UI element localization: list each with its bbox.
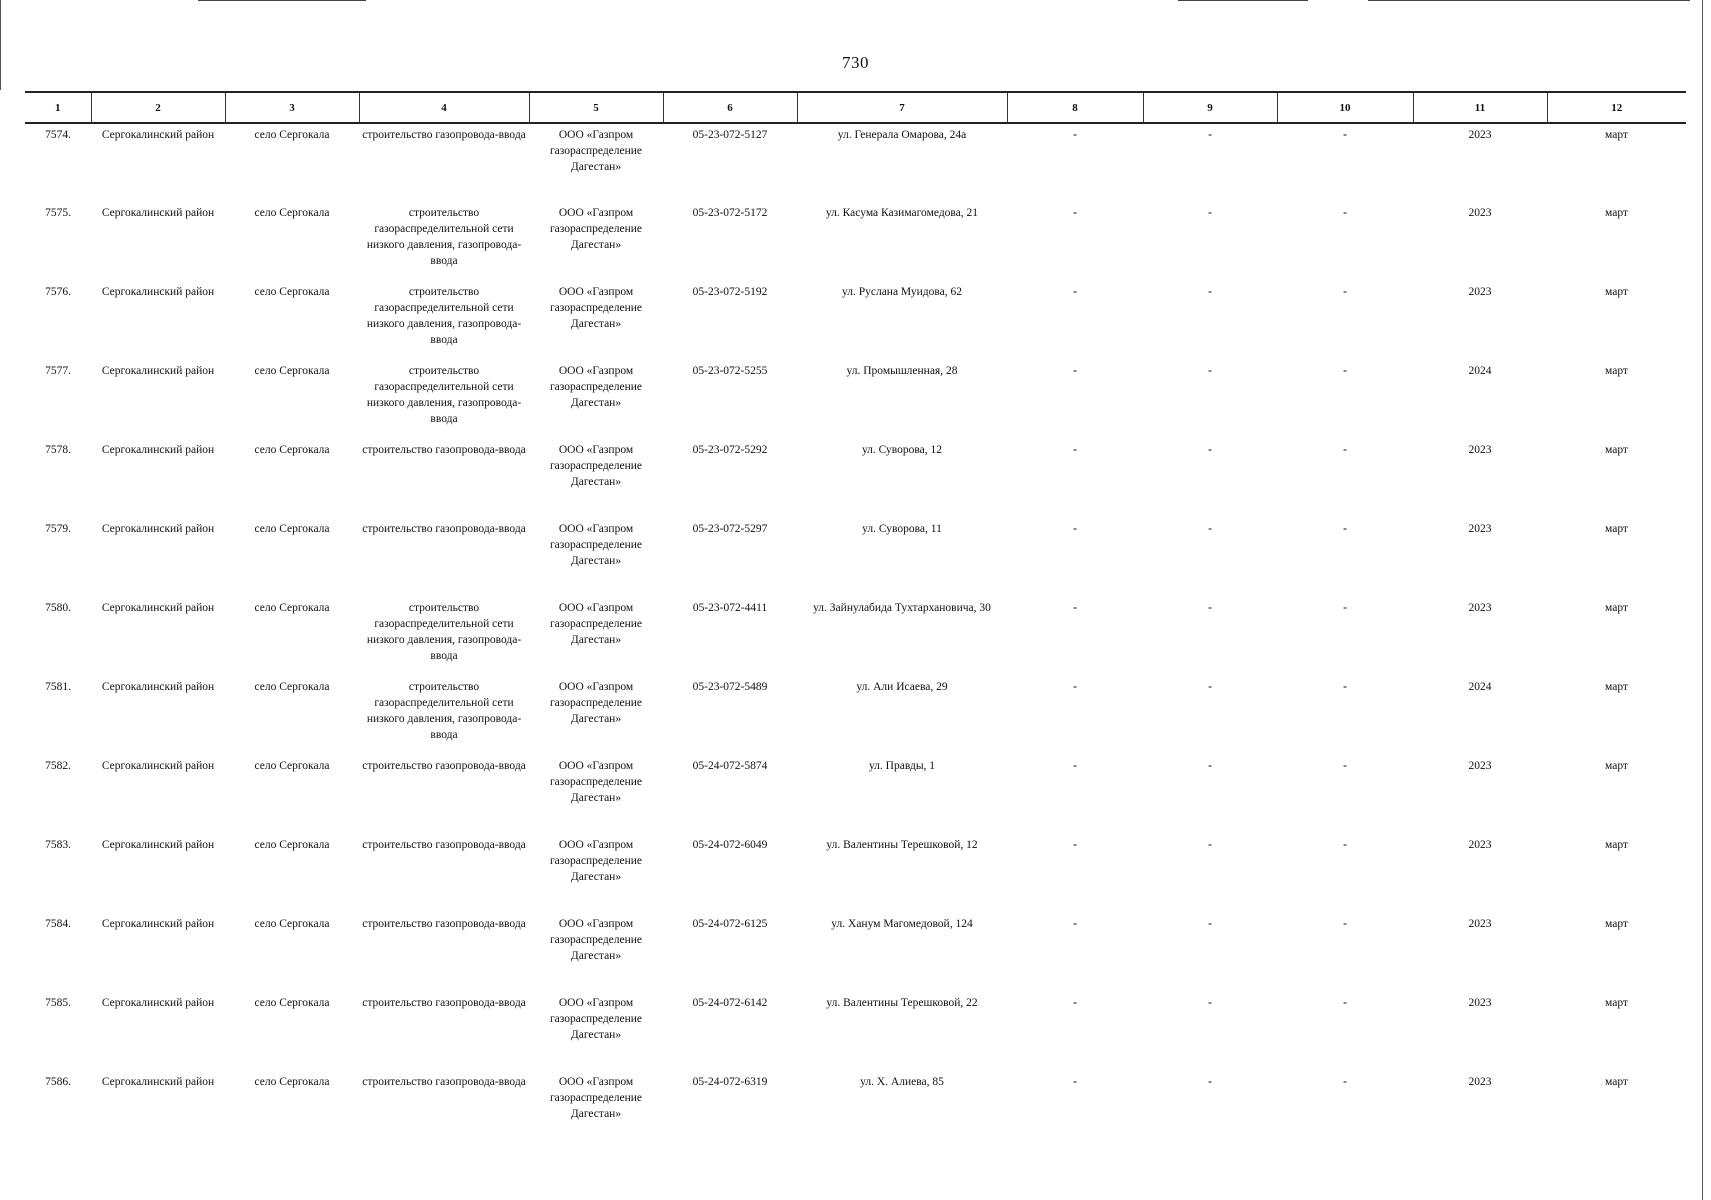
col9-cell: - xyxy=(1208,286,1212,298)
column-header-12: 12 xyxy=(1547,92,1686,123)
address-cell: ул. Валентины Терешковой, 12 xyxy=(826,839,978,851)
locality-cell: село Сергокала xyxy=(254,681,330,693)
table-row xyxy=(25,834,1686,913)
organization-cell: ООО «Газпром газораспределение Дагестан» xyxy=(549,839,643,883)
year-cell: 2023 xyxy=(1468,760,1492,772)
locality-cell: село Сергокала xyxy=(254,365,330,377)
locality-cell: село Сергокала xyxy=(254,1076,330,1088)
col10-cell: - xyxy=(1343,839,1347,851)
col10-cell: - xyxy=(1343,444,1347,456)
col10-cell: - xyxy=(1343,365,1347,377)
col9-cell: - xyxy=(1208,681,1212,693)
locality-cell: село Сергокала xyxy=(254,602,330,614)
work-type-cell: строительство газораспределительной сети низкого давления, газопровода-ввода xyxy=(366,365,522,425)
table-row xyxy=(25,992,1686,1071)
column-header-8: 8 xyxy=(1007,92,1143,123)
month-cell: март xyxy=(1605,207,1628,219)
organization-cell: ООО «Газпром газораспределение Дагестан» xyxy=(549,365,643,409)
organization-cell: ООО «Газпром газораспределение Дагестан» xyxy=(549,1076,643,1120)
code-cell: 05-23-072-5192 xyxy=(692,286,768,298)
register-table xyxy=(25,91,1686,1150)
col10-cell: - xyxy=(1343,1076,1347,1088)
code-cell: 05-24-072-6049 xyxy=(692,839,768,851)
row-number-cell: 7574. xyxy=(45,129,71,141)
year-cell: 2023 xyxy=(1468,129,1492,141)
row-number-cell: 7578. xyxy=(45,444,71,456)
district-cell: Сергокалинский район xyxy=(101,760,215,772)
col9-cell: - xyxy=(1208,444,1212,456)
work-type-cell: строительство газопровода-ввода xyxy=(362,997,526,1009)
row-number-cell: 7577. xyxy=(45,365,71,377)
district-cell: Сергокалинский район xyxy=(101,129,215,141)
column-header-7: 7 xyxy=(797,92,1007,123)
code-cell: 05-23-072-5489 xyxy=(692,681,768,693)
work-type-cell: строительство газопровода-ввода xyxy=(362,1076,526,1088)
district-cell: Сергокалинский район xyxy=(101,1076,215,1088)
col10-cell: - xyxy=(1343,760,1347,772)
row-number-cell: 7582. xyxy=(45,760,71,772)
district-cell: Сергокалинский район xyxy=(101,207,215,219)
row-number-cell: 7579. xyxy=(45,523,71,535)
month-cell: март xyxy=(1605,997,1628,1009)
address-cell: ул. Суворова, 11 xyxy=(862,523,942,535)
month-cell: март xyxy=(1605,839,1628,851)
table-row xyxy=(25,202,1686,281)
page-left-edge xyxy=(0,0,1,90)
code-cell: 05-24-072-6125 xyxy=(692,918,768,930)
work-type-cell: строительство газопровода-ввода xyxy=(362,760,526,772)
table-row xyxy=(25,123,1686,202)
table-row xyxy=(25,676,1686,755)
work-type-cell: строительство газопровода-ввода xyxy=(362,444,526,456)
page-number: 730 xyxy=(842,53,869,72)
table-row xyxy=(25,755,1686,834)
table-row xyxy=(25,518,1686,597)
organization-cell: ООО «Газпром газораспределение Дагестан» xyxy=(549,997,643,1041)
table-header xyxy=(25,92,1686,123)
code-cell: 05-24-072-5874 xyxy=(692,760,768,772)
organization-cell: ООО «Газпром газораспределение Дагестан» xyxy=(549,444,643,488)
work-type-cell: строительство газораспределительной сети низкого давления, газопровода-ввода xyxy=(366,681,522,741)
month-cell: март xyxy=(1605,523,1628,535)
district-cell: Сергокалинский район xyxy=(101,997,215,1009)
year-cell: 2023 xyxy=(1468,839,1492,851)
address-cell: ул. Промышленная, 28 xyxy=(846,365,958,377)
col9-cell: - xyxy=(1208,523,1212,535)
work-type-cell: строительство газораспределительной сети низкого давления, газопровода-ввода xyxy=(366,207,522,267)
col8-cell: - xyxy=(1073,681,1077,693)
col9-cell: - xyxy=(1208,839,1212,851)
month-cell: март xyxy=(1605,444,1628,456)
month-cell: март xyxy=(1605,681,1628,693)
column-header-9: 9 xyxy=(1143,92,1277,123)
locality-cell: село Сергокала xyxy=(254,129,330,141)
month-cell: март xyxy=(1605,286,1628,298)
organization-cell: ООО «Газпром газораспределение Дагестан» xyxy=(549,602,643,646)
col10-cell: - xyxy=(1343,286,1347,298)
work-type-cell: строительство газопровода-ввода xyxy=(362,129,526,141)
column-header-11: 11 xyxy=(1413,92,1547,123)
col10-cell: - xyxy=(1343,523,1347,535)
column-header-2: 2 xyxy=(91,92,225,123)
header-row xyxy=(25,92,1686,123)
code-cell: 05-23-072-5127 xyxy=(692,129,768,141)
organization-cell: ООО «Газпром газораспределение Дагестан» xyxy=(549,681,643,725)
col9-cell: - xyxy=(1208,760,1212,772)
row-number-cell: 7576. xyxy=(45,286,71,298)
month-cell: март xyxy=(1605,365,1628,377)
scan-line-top-left xyxy=(198,0,366,1)
code-cell: 05-23-072-4411 xyxy=(692,602,768,614)
month-cell: март xyxy=(1605,602,1628,614)
organization-cell: ООО «Газпром газораспределение Дагестан» xyxy=(549,207,643,251)
row-number-cell: 7586. xyxy=(45,1076,71,1088)
district-cell: Сергокалинский район xyxy=(101,918,215,930)
address-cell: ул. Руслана Муидова, 62 xyxy=(841,286,963,298)
column-header-10: 10 xyxy=(1277,92,1413,123)
col9-cell: - xyxy=(1208,207,1212,219)
table-row xyxy=(25,439,1686,518)
col10-cell: - xyxy=(1343,681,1347,693)
table-row xyxy=(25,1071,1686,1150)
col10-cell: - xyxy=(1343,207,1347,219)
col9-cell: - xyxy=(1208,365,1212,377)
code-cell: 05-23-072-5255 xyxy=(692,365,768,377)
row-number-cell: 7580. xyxy=(45,602,71,614)
locality-cell: село Сергокала xyxy=(254,918,330,930)
code-cell: 05-23-072-5297 xyxy=(692,523,768,535)
organization-cell: ООО «Газпром газораспределение Дагестан» xyxy=(549,523,643,567)
code-cell: 05-23-072-5292 xyxy=(692,444,768,456)
address-cell: ул. Правды, 1 xyxy=(868,760,936,772)
col8-cell: - xyxy=(1073,444,1077,456)
col9-cell: - xyxy=(1208,918,1212,930)
col8-cell: - xyxy=(1073,918,1077,930)
row-number-cell: 7581. xyxy=(45,681,71,693)
column-header-3: 3 xyxy=(225,92,359,123)
year-cell: 2023 xyxy=(1468,1076,1492,1088)
address-cell: ул. Х. Алиева, 85 xyxy=(860,1076,944,1088)
month-cell: март xyxy=(1605,918,1628,930)
year-cell: 2024 xyxy=(1468,365,1492,377)
column-header-5: 5 xyxy=(529,92,663,123)
locality-cell: село Сергокала xyxy=(254,523,330,535)
col9-cell: - xyxy=(1208,129,1212,141)
work-type-cell: строительство газораспределительной сети низкого давления, газопровода-ввода xyxy=(366,286,522,346)
address-cell: ул. Генерала Омарова, 24а xyxy=(837,129,967,141)
col9-cell: - xyxy=(1208,602,1212,614)
scan-line-top-right-b xyxy=(1368,0,1690,1)
row-number-cell: 7583. xyxy=(45,839,71,851)
work-type-cell: строительство газопровода-ввода xyxy=(362,918,526,930)
table-row xyxy=(25,597,1686,676)
col8-cell: - xyxy=(1073,1076,1077,1088)
year-cell: 2023 xyxy=(1468,286,1492,298)
col8-cell: - xyxy=(1073,997,1077,1009)
organization-cell: ООО «Газпром газораспределение Дагестан» xyxy=(549,129,643,173)
district-cell: Сергокалинский район xyxy=(101,365,215,377)
year-cell: 2023 xyxy=(1468,602,1492,614)
locality-cell: село Сергокала xyxy=(254,997,330,1009)
col8-cell: - xyxy=(1073,365,1077,377)
code-cell: 05-24-072-6319 xyxy=(692,1076,768,1088)
row-number-cell: 7575. xyxy=(45,207,71,219)
year-cell: 2023 xyxy=(1468,207,1492,219)
col9-cell: - xyxy=(1208,997,1212,1009)
district-cell: Сергокалинский район xyxy=(101,602,215,614)
address-cell: ул. Али Исаева, 29 xyxy=(856,681,948,693)
col8-cell: - xyxy=(1073,207,1077,219)
month-cell: март xyxy=(1605,1076,1628,1088)
col8-cell: - xyxy=(1073,129,1077,141)
column-header-6: 6 xyxy=(663,92,797,123)
col8-cell: - xyxy=(1073,839,1077,851)
year-cell: 2023 xyxy=(1468,997,1492,1009)
year-cell: 2024 xyxy=(1468,681,1492,693)
month-cell: март xyxy=(1605,760,1628,772)
district-cell: Сергокалинский район xyxy=(101,523,215,535)
year-cell: 2023 xyxy=(1468,444,1492,456)
address-cell: ул. Касума Казимагомедова, 21 xyxy=(825,207,979,219)
district-cell: Сергокалинский район xyxy=(101,839,215,851)
row-number-cell: 7585. xyxy=(45,997,71,1009)
code-cell: 05-24-072-6142 xyxy=(692,997,768,1009)
address-cell: ул. Валентины Терешковой, 22 xyxy=(826,997,978,1009)
work-type-cell: строительство газопровода-ввода xyxy=(362,839,526,851)
locality-cell: село Сергокала xyxy=(254,286,330,298)
organization-cell: ООО «Газпром газораспределение Дагестан» xyxy=(549,286,643,330)
month-cell: март xyxy=(1605,129,1628,141)
table-body xyxy=(25,123,1686,1150)
address-cell: ул. Ханум Магомедовой, 124 xyxy=(831,918,973,930)
address-cell: ул. Суворова, 12 xyxy=(861,444,943,456)
year-cell: 2023 xyxy=(1468,918,1492,930)
row-number-cell: 7584. xyxy=(45,918,71,930)
table-row xyxy=(25,913,1686,992)
year-cell: 2023 xyxy=(1468,523,1492,535)
locality-cell: село Сергокала xyxy=(254,444,330,456)
locality-cell: село Сергокала xyxy=(254,207,330,219)
address-cell: ул. Зайнулабида Тухтархановича, 30 xyxy=(813,602,991,614)
district-cell: Сергокалинский район xyxy=(101,444,215,456)
col10-cell: - xyxy=(1343,129,1347,141)
code-cell: 05-23-072-5172 xyxy=(692,207,768,219)
district-cell: Сергокалинский район xyxy=(101,681,215,693)
locality-cell: село Сергокала xyxy=(254,839,330,851)
organization-cell: ООО «Газпром газораспределение Дагестан» xyxy=(549,760,643,804)
scan-line-top-right-a xyxy=(1178,0,1308,1)
table-row xyxy=(25,281,1686,360)
table-row xyxy=(25,360,1686,439)
col10-cell: - xyxy=(1343,997,1347,1009)
col8-cell: - xyxy=(1073,286,1077,298)
locality-cell: село Сергокала xyxy=(254,760,330,772)
work-type-cell: строительство газораспределительной сети низкого давления, газопровода-ввода xyxy=(366,602,522,662)
page-right-edge xyxy=(1702,0,1703,1200)
col8-cell: - xyxy=(1073,523,1077,535)
organization-cell: ООО «Газпром газораспределение Дагестан» xyxy=(549,918,643,962)
col8-cell: - xyxy=(1073,760,1077,772)
work-type-cell: строительство газопровода-ввода xyxy=(362,523,526,535)
col10-cell: - xyxy=(1343,918,1347,930)
col10-cell: - xyxy=(1343,602,1347,614)
col9-cell: - xyxy=(1208,1076,1212,1088)
col8-cell: - xyxy=(1073,602,1077,614)
column-header-4: 4 xyxy=(359,92,529,123)
column-header-1: 1 xyxy=(25,92,91,123)
district-cell: Сергокалинский район xyxy=(101,286,215,298)
